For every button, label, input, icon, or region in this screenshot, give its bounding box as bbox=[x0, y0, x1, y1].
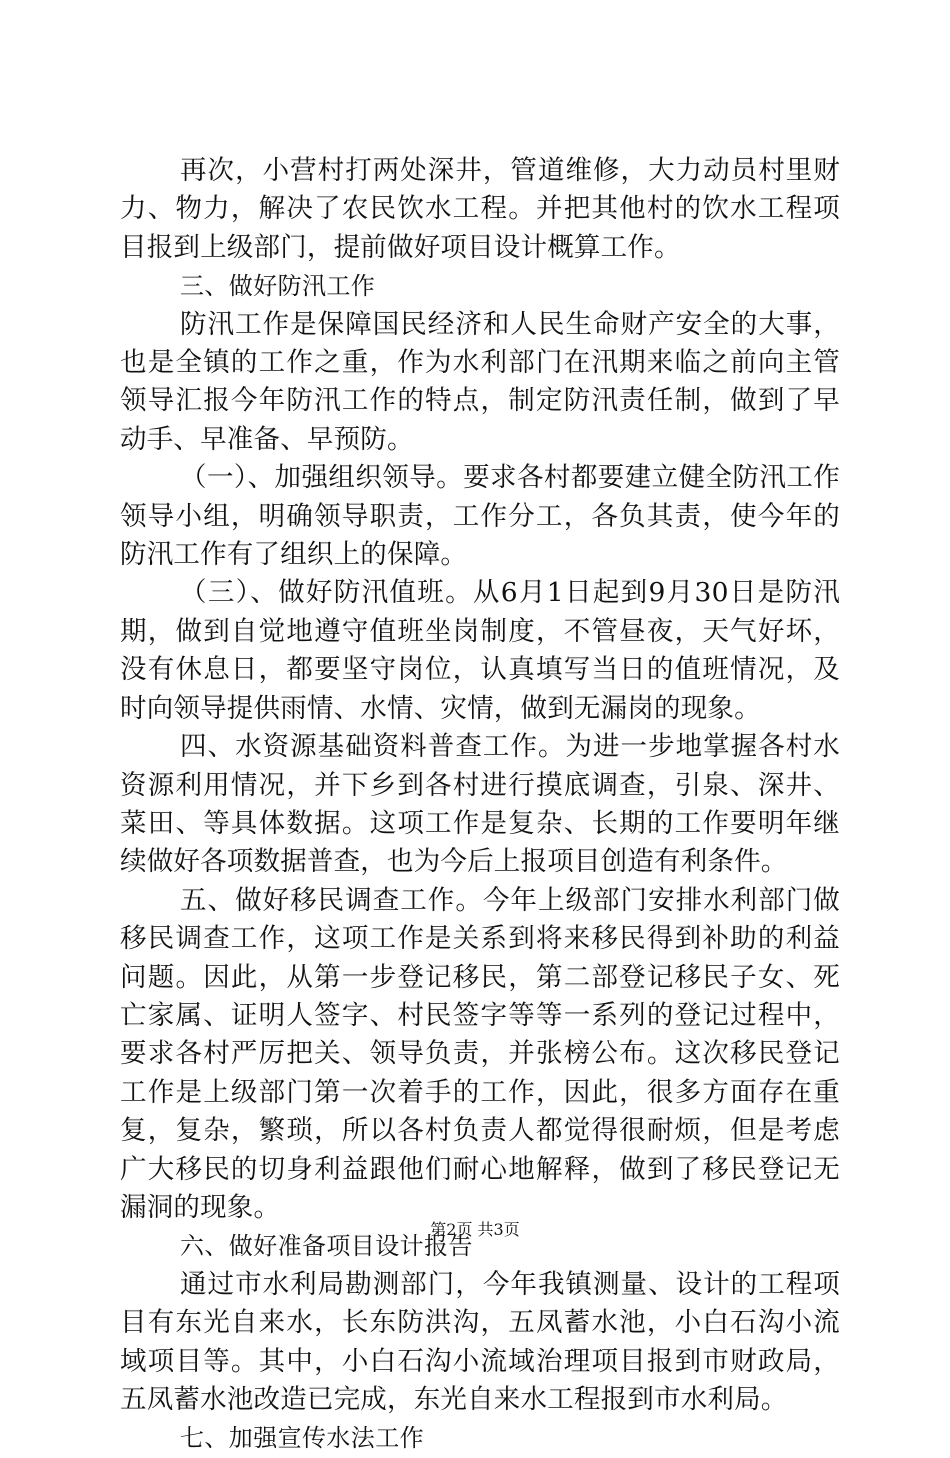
document-body bbox=[120, 152, 840, 1458]
page-footer: 第2页 共3页 bbox=[430, 1220, 520, 1239]
heading-flood-control: 三、做好防汛工作 bbox=[180, 272, 376, 301]
para-organization: （一）、加强组织领导。要求各村都要建立健全防汛工作领导小组，明确领导职责，工作分工，各负其责，使今年的防汛工作有了组织上的保障。 bbox=[120, 462, 840, 571]
para-duty: （三）、做好防汛值班。从6月1日起到9月30日是防汛期，做到自觉地遵守值班坐岗制度，不管昼夜，天气好坏，没有休息日，都要坚守岗位，认真填写当日的值班情况，及时向领导提供雨情、水情、灾情，做到无漏岗的现象。 bbox=[120, 577, 840, 724]
para-drinking-water: 再次，小营村打两处深井，管道维修，大力动员村里财力、物力，解决了农民饮水工程。并把其他村的饮水工程项目报到上级部门，提前做好项目设计概算工作。 bbox=[120, 155, 840, 263]
para-water-resources: 四、水资源基础资料普查工作。为进一步地掌握各村水资源利用情况，并下乡到各村进行摸底调查，引泉、深井、菜田、等具体数据。这项工作是复杂、长期的工作要明年继续做好各项数据普查，也为今后上报项目创造有利条件。 bbox=[120, 731, 840, 878]
para-resettlement: 五、做好移民调查工作。今年上级部门安排水利部门做移民调查工作，这项工作是关系到将来移民得到补助的利益问题。因此，从第一步登记移民，第二部登记移民子女、死亡家属、证明人签字、村民签字等等一系列的登记过程中，要求各村严厉把关、领导负责，并张榜公布。这次移民登记工作是上级部门第一次着手的工作，因此，很多方面存在重复，复杂，繁琐，所以各村负责人都觉得很耐烦，但是考虑广大移民的切身利益跟他们耐心地解释，做到了移民登记无漏洞的现象。 bbox=[120, 884, 840, 1223]
heading-water-law: 七、加强宣传水法工作 bbox=[180, 1424, 424, 1453]
heading-project-design: 六、做好准备项目设计报告 bbox=[180, 1232, 473, 1261]
para-project-design: 通过市水利局勘测部门，今年我镇测量、设计的工程项目有东光自来水，长东防洪沟，五凤蓄水池，小白石沟小流域项目等。其中，小白石沟小流域治理项目报到市财政局，五凤蓄水池改造已完成，东光自来水工程报到市水利局。 bbox=[120, 1268, 840, 1415]
para-flood-control: 防汛工作是保障国民经济和人民生命财产安全的大事，也是全镇的工作之重，作为水利部门在汛期来临之前向主管领导汇报今年防汛工作的特点，制定防汛责任制，做到了早动手、早准备、早预防。 bbox=[120, 308, 840, 455]
